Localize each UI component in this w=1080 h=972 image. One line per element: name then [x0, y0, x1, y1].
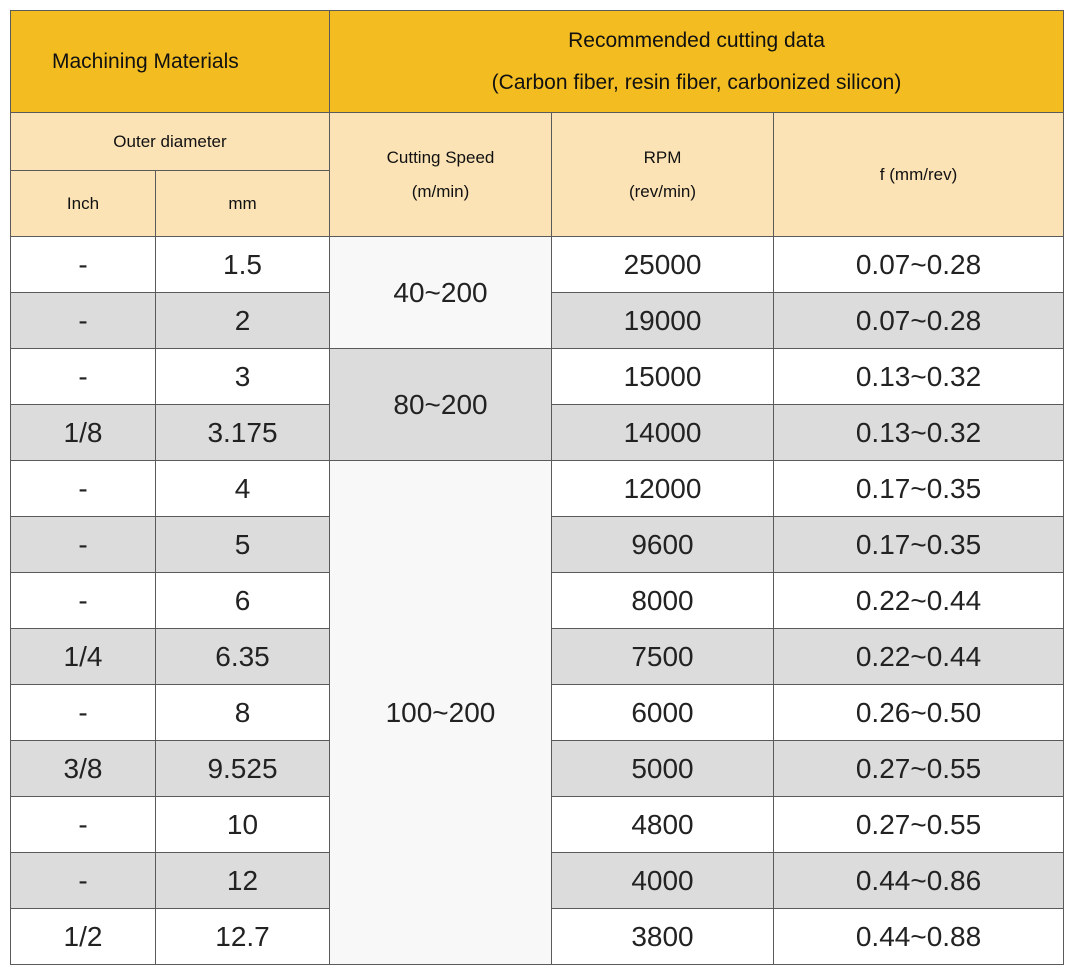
- table-row: [11, 237, 1064, 293]
- cutting-speed-header: Cutting Speed (m/min): [330, 113, 552, 237]
- rpm-cell: 5000: [552, 741, 774, 797]
- inch-cell: -: [11, 349, 156, 405]
- rpm-cell: 12000: [552, 461, 774, 517]
- mm-cell: 10: [156, 797, 330, 853]
- rpm-cell: 14000: [552, 405, 774, 461]
- feed-cell: 0.13~0.32: [774, 349, 1064, 405]
- rpm-cell: 6000: [552, 685, 774, 741]
- rpm-cell: 15000: [552, 349, 774, 405]
- feed-cell: 0.13~0.32: [774, 405, 1064, 461]
- feed-cell: 0.26~0.50: [774, 685, 1064, 741]
- mm-cell: 4: [156, 461, 330, 517]
- inch-cell: 1/4: [11, 629, 156, 685]
- inch-cell: 1/2: [11, 909, 156, 965]
- mm-header: mm: [156, 171, 330, 237]
- rpm-cell: 4800: [552, 797, 774, 853]
- mm-cell: 1.5: [156, 237, 330, 293]
- cutting-speed-cell: 40~200: [330, 237, 552, 349]
- rpm-cell: 19000: [552, 293, 774, 349]
- rpm-cell: 3800: [552, 909, 774, 965]
- feed-cell: 0.07~0.28: [774, 293, 1064, 349]
- rpm-cell: 4000: [552, 853, 774, 909]
- mm-cell: 2: [156, 293, 330, 349]
- table-row: [11, 461, 1064, 517]
- feed-cell: 0.17~0.35: [774, 461, 1064, 517]
- inch-header: Inch: [11, 171, 156, 237]
- feed-cell: 0.44~0.86: [774, 853, 1064, 909]
- inch-cell: -: [11, 517, 156, 573]
- inch-cell: -: [11, 461, 156, 517]
- feed-cell: 0.17~0.35: [774, 517, 1064, 573]
- recommended-cutting-data-header: [330, 11, 1064, 113]
- mm-cell: 3: [156, 349, 330, 405]
- mm-cell: 3.175: [156, 405, 330, 461]
- cutting-speed-cell: 80~200: [330, 349, 552, 461]
- inch-cell: -: [11, 685, 156, 741]
- inch-cell: -: [11, 797, 156, 853]
- feed-cell: 0.44~0.88: [774, 909, 1064, 965]
- mm-cell: 6.35: [156, 629, 330, 685]
- rpm-cell: 7500: [552, 629, 774, 685]
- rpm-cell: 8000: [552, 573, 774, 629]
- recommended-subtitle: (Carbon fiber, resin fiber, carbonized silicon): [491, 70, 902, 94]
- feed-cell: 0.22~0.44: [774, 629, 1064, 685]
- mm-cell: 9.525: [156, 741, 330, 797]
- recommended-title: Recommended cutting data: [568, 28, 825, 52]
- table-row: [11, 349, 1064, 405]
- rpm-cell: 9600: [552, 517, 774, 573]
- feed-cell: 0.07~0.28: [774, 237, 1064, 293]
- inch-cell: -: [11, 573, 156, 629]
- mm-cell: 6: [156, 573, 330, 629]
- outer-diameter-header: Outer diameter: [11, 113, 330, 171]
- inch-cell: -: [11, 293, 156, 349]
- cutting-speed-cell: 100~200: [330, 461, 552, 965]
- machining-materials-header: Machining Materials: [11, 11, 330, 113]
- feed-cell: 0.27~0.55: [774, 741, 1064, 797]
- mm-cell: 8: [156, 685, 330, 741]
- inch-cell: 1/8: [11, 405, 156, 461]
- feed-cell: 0.27~0.55: [774, 797, 1064, 853]
- rpm-cell: 25000: [552, 237, 774, 293]
- feed-cell: 0.22~0.44: [774, 573, 1064, 629]
- inch-cell: 3/8: [11, 741, 156, 797]
- feed-header: f (mm/rev): [774, 113, 1064, 237]
- rpm-header: RPM (rev/min): [552, 113, 774, 237]
- mm-cell: 12.7: [156, 909, 330, 965]
- inch-cell: -: [11, 237, 156, 293]
- cutting-data-table: [10, 10, 1064, 965]
- inch-cell: -: [11, 853, 156, 909]
- mm-cell: 12: [156, 853, 330, 909]
- mm-cell: 5: [156, 517, 330, 573]
